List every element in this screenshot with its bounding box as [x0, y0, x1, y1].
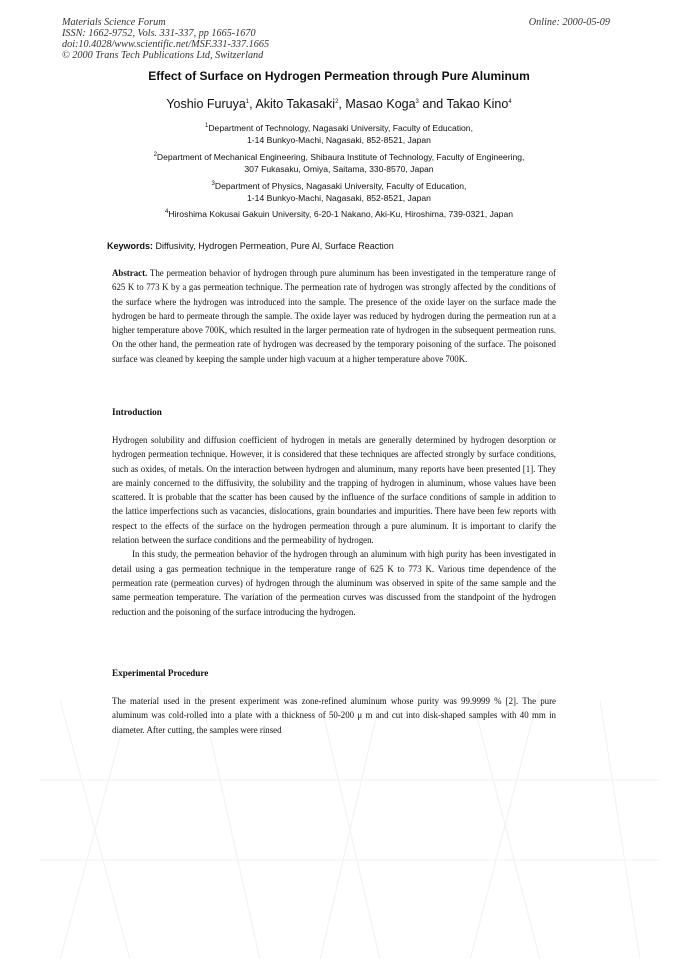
affiliation-sup: 1	[205, 123, 209, 130]
online-date: Online: 2000-05-09	[528, 17, 610, 28]
author-name: Masao Koga	[345, 97, 416, 111]
author-name: Akito Takasaki	[255, 97, 336, 111]
affiliation-2	[0, 151, 678, 175]
journal-name: Materials Science Forum	[62, 17, 166, 28]
author-separator: ,	[249, 97, 256, 111]
author-sup: 2	[335, 98, 339, 105]
keywords	[107, 241, 610, 251]
affiliation-line: 1-14 Bunkyo-Machi, Nagasaki, 852-8521, Japan	[247, 193, 431, 203]
affiliation-sup: 4	[164, 209, 169, 216]
author-separator: ,	[338, 97, 346, 111]
affiliation-sup: 3	[211, 181, 215, 188]
abstract-text: The permeation behavior of hydrogen through pure aluminum has been investigated in the temperature range of 625 K to 773 K by a gas permeation technique. The permeation rate of hydrogen was strongly affected by the conditions of the surface where the hydrogen was introduced into the sample. The presence of the oxide layer on the surface made the hydrogen be hard to permeate through the sample. The oxide layer was reduced by hydrogen during the permeation run at a higher temperature above 700K, which resulted in the larger permeation rate of hydrogen in the subsequent permeation runs. On the other hand, the permeation rate of hydrogen was decreased by the temporary poisoning of the surface. The poisoned surface was cleaned by keeping the sample under high vacuum at a higher temperature above 700K.	[112, 268, 556, 364]
section-heading-introduction: Introduction	[112, 407, 162, 417]
affiliation-4	[0, 208, 678, 220]
author-separator: and	[418, 97, 447, 111]
author-name: Yoshio Furuya	[166, 97, 246, 111]
affiliation-line: Department of Physics, Nagasaki University, Faculty of Education,	[214, 181, 467, 191]
keywords-label: Keywords:	[107, 241, 154, 251]
author-list	[0, 97, 678, 111]
author-sup: 1	[245, 98, 250, 105]
author-sup: 4	[508, 98, 512, 105]
affiliation-line: 1-14 Bunkyo-Machi, Nagasaki, 852-8521, Japan	[247, 135, 431, 145]
copyright-line: © 2000 Trans Tech Publications Ltd, Switzerland	[62, 50, 264, 61]
affiliation-line: Hiroshima Kokusai Gakuin University, 6-20-1 Nakano, Aki-Ku, Hiroshima, 739-0321, Japan	[168, 209, 514, 219]
affiliation-1	[0, 122, 678, 146]
paragraph: In this study, the permeation behavior of the hydrogen through an aluminum with high purity has been investigated in detail using a gas permeation technique in the temperature range of 625 K to 773 K. Various time dependence of the permeation rate (permeation curves) of hydrogen through the aluminum was observed in spite of the same sample and the same permeation temperature. The variation of the permeation curves was discussed from the standpoint of the hydrogen reduction and the poisoning of the surface introducing the hydrogen.	[112, 549, 556, 617]
paragraph: Hydrogen solubility and diffusion coefficient of hydrogen in metals are generally determined by hydrogen desorption or hydrogen permeation technique. However, it is considered that these techniques are affected strongly by surface conditions, such as oxides, of metals. On the interaction between hydrogen and aluminum, many reports have been presented [1]. They are mainly concerned to the diffusivity, the solubility and the trapping of hydrogen in aluminum, whose values have been scattered. It is probable that the scatter has been caused by the influence of the surface conditions of sample in addition to the lattice imperfections such as vacancies, dislocations, grain boundaries and impurities. There have been few reports with respect to the effects of the surface on the hydrogen permeation through a pure aluminum. It is important to clarify the relation between the surface conditions and the permeability of hydrogen.	[112, 435, 556, 546]
author-sup: 3	[415, 98, 419, 105]
affiliation-line: Department of Technology, Nagasaki University, Faculty of Education,	[208, 123, 473, 133]
experimental-body	[112, 694, 556, 737]
doi-link[interactable]: doi:10.4028/www.scientific.net/MSF.331-337.1665	[62, 39, 270, 50]
journal-header	[62, 17, 610, 61]
abstract-label: Abstract.	[112, 268, 148, 278]
keywords-text: Diffusivity, Hydrogen Permeation, Pure Al, Surface Reaction	[155, 241, 394, 251]
affiliation-line: Department of Mechanical Engineering, Shibaura Institute of Technology, Faculty of Engineering,	[156, 152, 525, 162]
author-name: Takao Kino	[446, 97, 509, 111]
introduction-body	[112, 433, 556, 619]
affiliation-sup: 2	[153, 152, 157, 159]
abstract	[112, 266, 556, 366]
issn-line: ISSN: 1662-9752, Vols. 331-337, pp 1665-1670	[62, 28, 256, 39]
affiliation-3	[0, 180, 678, 204]
section-heading-experimental: Experimental Procedure	[112, 668, 209, 678]
paragraph: The material used in the present experiment was zone-refined aluminum whose purity was 99.9999 % [2]. The pure aluminum was cold-rolled into a plate with a thickness of 50-200 μ m and cut into disk-shaped samples with 40 mm in diameter. After cutting, the samples were rinsed	[112, 696, 556, 735]
paper-title: Effect of Surface on Hydrogen Permeation through Pure Aluminum	[148, 69, 530, 83]
affiliation-line: 307 Fukasaku, Omiya, Saitama, 330-8570, Japan	[244, 164, 434, 174]
